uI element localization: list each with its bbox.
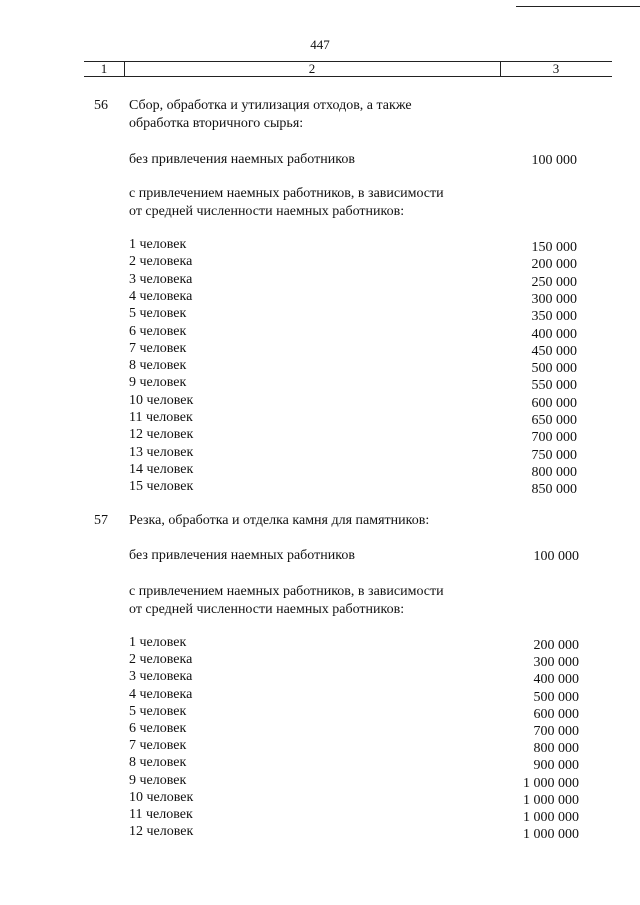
employee-count-label: 12 человек: [129, 427, 194, 442]
employee-count-label: 5 человек: [129, 306, 187, 321]
column-header-1: 1: [100, 61, 108, 76]
employee-count-label: 7 человек: [129, 738, 187, 753]
employee-count-label: 10 человек: [129, 790, 194, 805]
amount-value: 700 000: [533, 724, 579, 739]
with-employees-label-line: с привлечением наемных работников, в зависимости: [129, 186, 444, 201]
header-bottom-line: [84, 76, 612, 77]
amount-value: 650 000: [531, 413, 577, 428]
without-employees-value: 100 000: [533, 549, 579, 564]
employee-count-label: 3 человека: [129, 669, 193, 684]
employee-count-label: 6 человек: [129, 324, 187, 339]
amount-value: 500 000: [533, 690, 579, 705]
employee-count-label: 11 человек: [129, 807, 193, 822]
amount-value: 800 000: [531, 465, 577, 480]
employee-count-label: 10 человек: [129, 393, 194, 408]
section-title-line: обработка вторичного сырья:: [129, 116, 304, 131]
amount-value: 600 000: [533, 707, 579, 722]
amount-value: 850 000: [531, 482, 577, 497]
employee-count-label: 8 человек: [129, 755, 187, 770]
employee-count-label: 4 человека: [129, 289, 193, 304]
amount-value: 350 000: [531, 309, 577, 324]
employee-count-label: 14 человек: [129, 462, 194, 477]
without-employees-label: без привлечения наемных работников: [129, 152, 355, 167]
employee-count-label: 9 человек: [129, 375, 187, 390]
amount-value: 800 000: [533, 741, 579, 756]
amount-value: 200 000: [533, 638, 579, 653]
without-employees-label: без привлечения наемных работников: [129, 548, 355, 563]
amount-value: 300 000: [533, 655, 579, 670]
employee-count-label: 8 человек: [129, 358, 187, 373]
with-employees-label-line: от средней численности наемных работников:: [129, 204, 405, 219]
employee-count-label: 2 человека: [129, 652, 193, 667]
with-employees-label-line: с привлечением наемных работников, в зависимости: [129, 584, 444, 599]
employee-count-label: 9 человек: [129, 773, 187, 788]
section-number: 56: [94, 98, 108, 113]
employee-count-label: 15 человек: [129, 479, 194, 494]
employee-count-label: 2 человека: [129, 254, 193, 269]
employee-count-label: 6 человек: [129, 721, 187, 736]
amount-value: 900 000: [533, 758, 579, 773]
employee-count-label: 12 человек: [129, 824, 194, 839]
amount-value: 1 000 000: [523, 827, 579, 842]
amount-value: 600 000: [531, 396, 577, 411]
column-header-2: 2: [308, 61, 316, 76]
amount-value: 500 000: [531, 361, 577, 376]
amount-value: 1 000 000: [523, 810, 579, 825]
amount-value: 750 000: [531, 448, 577, 463]
column-header-3: 3: [552, 61, 560, 76]
amount-value: 1 000 000: [523, 793, 579, 808]
section-number: 57: [94, 513, 108, 528]
employee-count-label: 13 человек: [129, 445, 194, 460]
page-number: 447: [310, 37, 330, 52]
section-title-line: Сбор, обработка и утилизация отходов, а также: [129, 98, 412, 113]
employee-count-label: 7 человек: [129, 341, 187, 356]
top-rule: [516, 6, 640, 7]
employee-count-label: 11 человек: [129, 410, 193, 425]
amount-value: 400 000: [533, 672, 579, 687]
employee-count-label: 5 человек: [129, 704, 187, 719]
amount-value: 1 000 000: [523, 776, 579, 791]
column-header-row: [84, 57, 612, 78]
amount-value: 400 000: [531, 327, 577, 342]
amount-value: 300 000: [531, 292, 577, 307]
employee-count-label: 3 человека: [129, 272, 193, 287]
with-employees-label-line: от средней численности наемных работников:: [129, 602, 405, 617]
amount-value: 700 000: [531, 430, 577, 445]
amount-value: 150 000: [531, 240, 577, 255]
amount-value: 450 000: [531, 344, 577, 359]
employee-count-label: 1 человек: [129, 635, 187, 650]
section-title-line: Резка, обработка и отделка камня для памятников:: [129, 513, 430, 528]
amount-value: 550 000: [531, 378, 577, 393]
without-employees-value: 100 000: [531, 153, 577, 168]
employee-count-label: 4 человека: [129, 687, 193, 702]
employee-count-label: 1 человек: [129, 237, 187, 252]
amount-value: 250 000: [531, 275, 577, 290]
amount-value: 200 000: [531, 257, 577, 272]
